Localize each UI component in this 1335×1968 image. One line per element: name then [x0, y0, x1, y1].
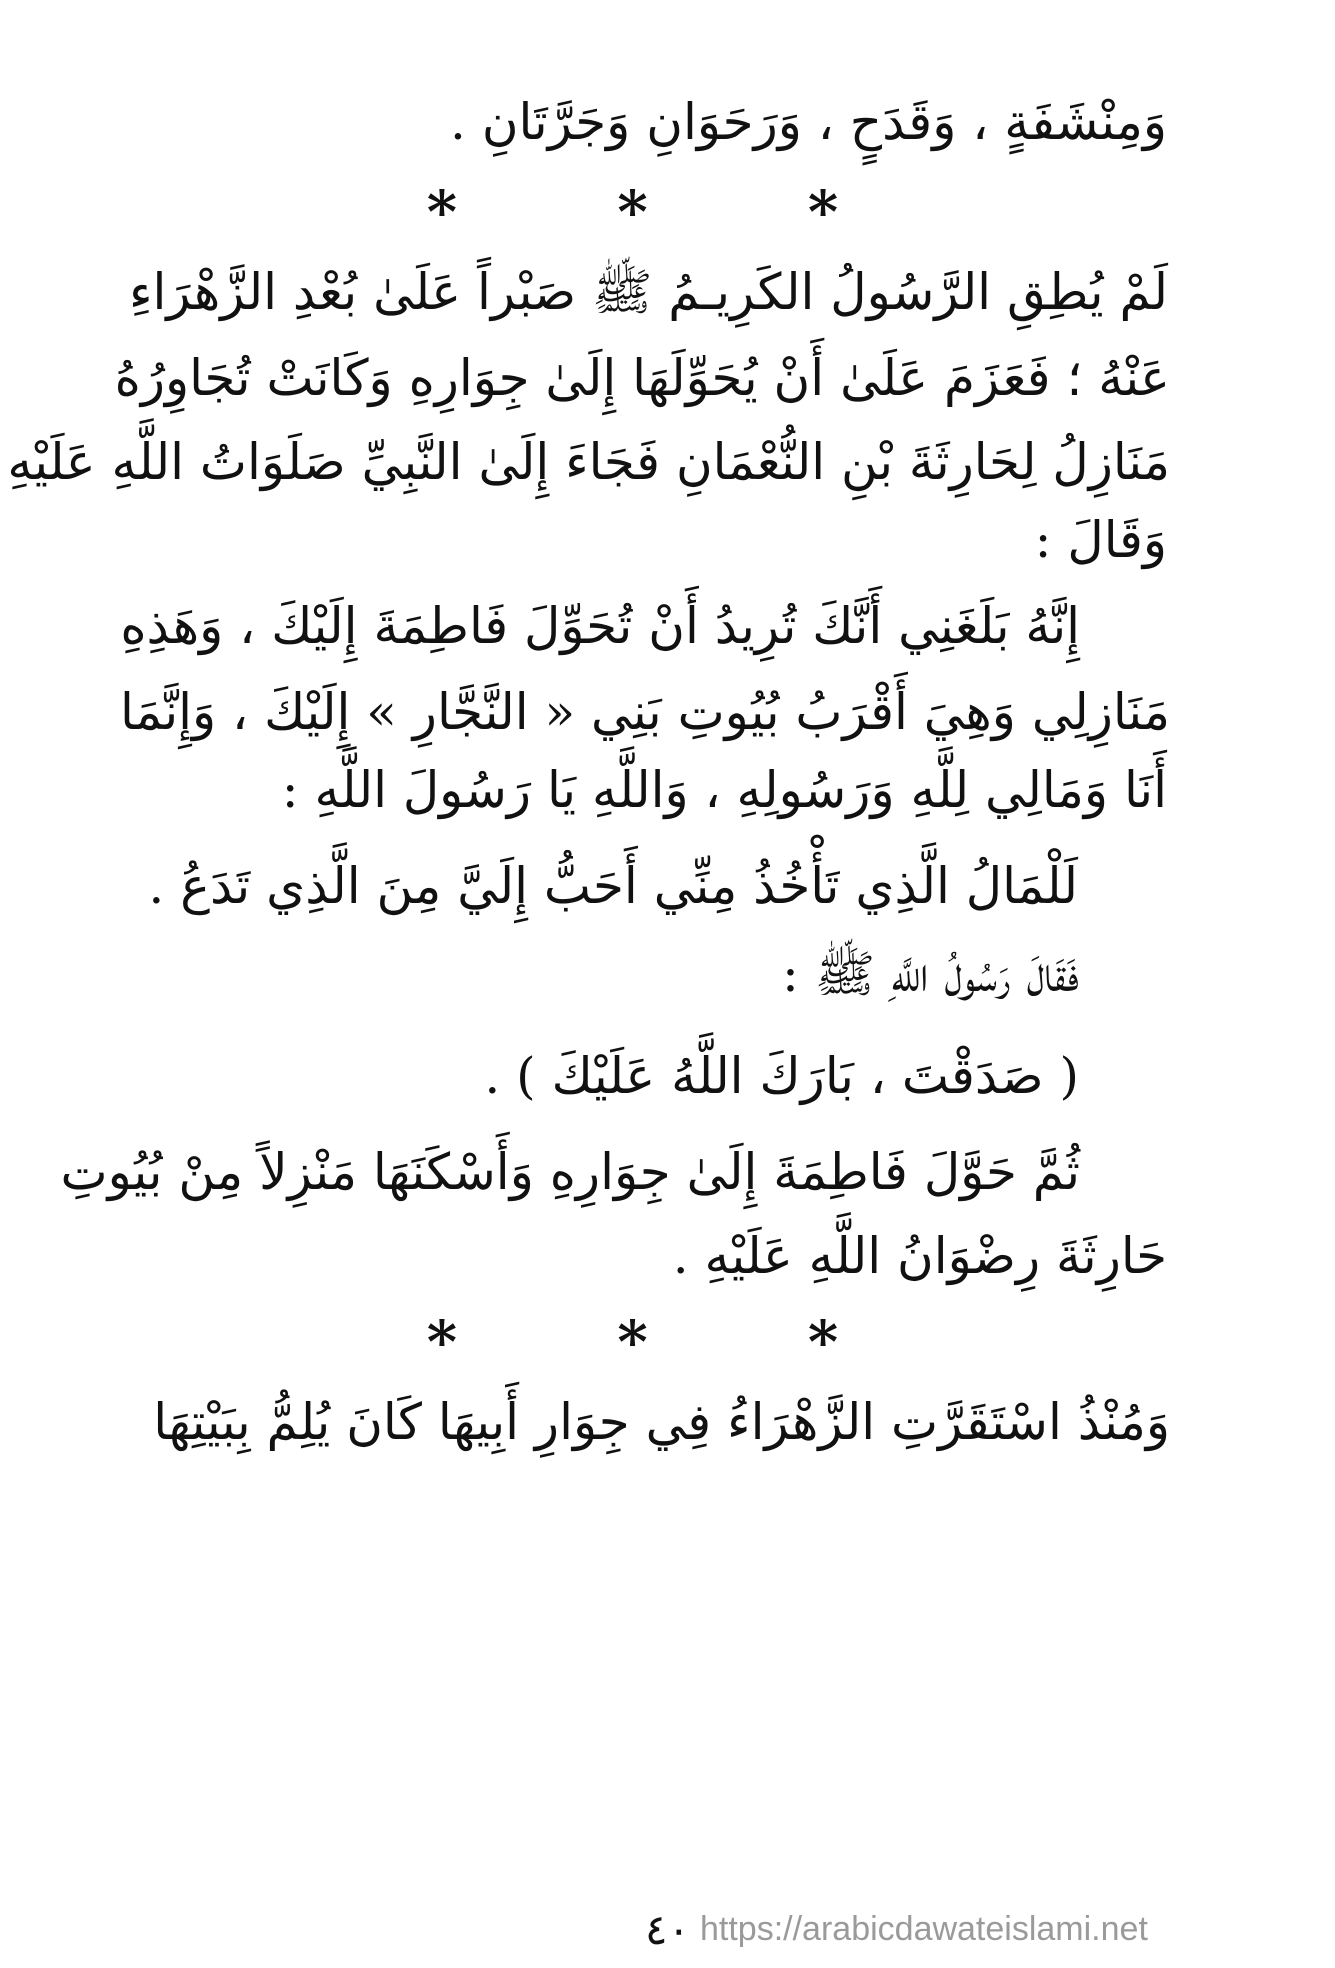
- text-line-2: لَمْ يُطِقِ الرَّسُولُ الكَرِيـمُ ﷺ صَبْراً عَلَىٰ بُعْدِ الزَّهْرَاءِ: [128, 263, 1168, 321]
- section-divider-1: * * *: [426, 178, 909, 246]
- section-divider-2: * * *: [426, 1308, 909, 1376]
- page-number: ٤٠: [644, 1905, 691, 1954]
- text-line-5: وَقَالَ :: [1034, 511, 1167, 569]
- text-line-3: عَنْهُ ؛ فَعَزَمَ عَلَىٰ أَنْ يُحَوِّلَهَا إِلَىٰ جِوَارِهِ وَكَانَتْ تُجَاوِرُهُ: [114, 349, 1170, 407]
- text-line-9: لَلْمَالُ الَّذِي تَأْخُذُ مِنِّي أَحَبُّ إِلَيَّ مِنَ الَّذِي تَدَعُ .: [148, 857, 1078, 915]
- text-line-14: وَمُنْذُ اسْتَقَرَّتِ الزَّهْرَاءُ فِي جِوَارِ أَبِيهَا كَانَ يُلِمُّ بِبَيْتِهَا: [153, 1393, 1170, 1451]
- text-line-10: فَقَالَ رَسُولُ اللَّهِ ﷺ :: [782, 945, 1079, 1003]
- text-line-12: ثُمَّ حَوَّلَ فَاطِمَةَ إِلَىٰ جِوَارِهِ وَأَسْكَنَهَا مَنْزِلاً مِنْ بُيُوتِ: [60, 1143, 1080, 1201]
- text-line-6: إِنَّهُ بَلَغَنِي أَنَّكَ تُرِيدُ أَنْ تُحَوِّلَ فَاطِمَةَ إِلَيْكَ ، وَهَذِهِ: [120, 597, 1080, 655]
- text-line-11: ( صَدَقْتَ ، بَارَكَ اللَّهُ عَلَيْكَ ) .: [484, 1047, 1079, 1105]
- text-line-13: حَارِثَةَ رِضْوَانُ اللَّهِ عَلَيْهِ .: [672, 1227, 1167, 1285]
- text-line-4: مَنَازِلُ لِحَارِثَةَ بْنِ النُّعْمَانِ فَجَاءَ إِلَىٰ النَّبِيِّ صَلَوَاتُ اللَّهِ عَلَيْهِ: [7, 433, 1170, 491]
- text-line-7: مَنَازِلِي وَهِيَ أَقْرَبُ بُيُوتِ بَنِي « النَّجَّارِ » إِلَيْكَ ، وَإِنَّمَا: [120, 683, 1170, 741]
- text-line-8: أَنَا وَمَالِي لِلَّهِ وَرَسُولِهِ ، وَاللَّهِ يَا رَسُولَ اللَّهِ :: [281, 761, 1167, 819]
- text-line-1: وَمِنْشَفَةٍ ، وَقَدَحٍ ، وَرَحَوَانِ وَجَرَّتَانِ .: [450, 93, 1167, 151]
- watermark-url: https://arabicdawateislami.net: [700, 1910, 1148, 1948]
